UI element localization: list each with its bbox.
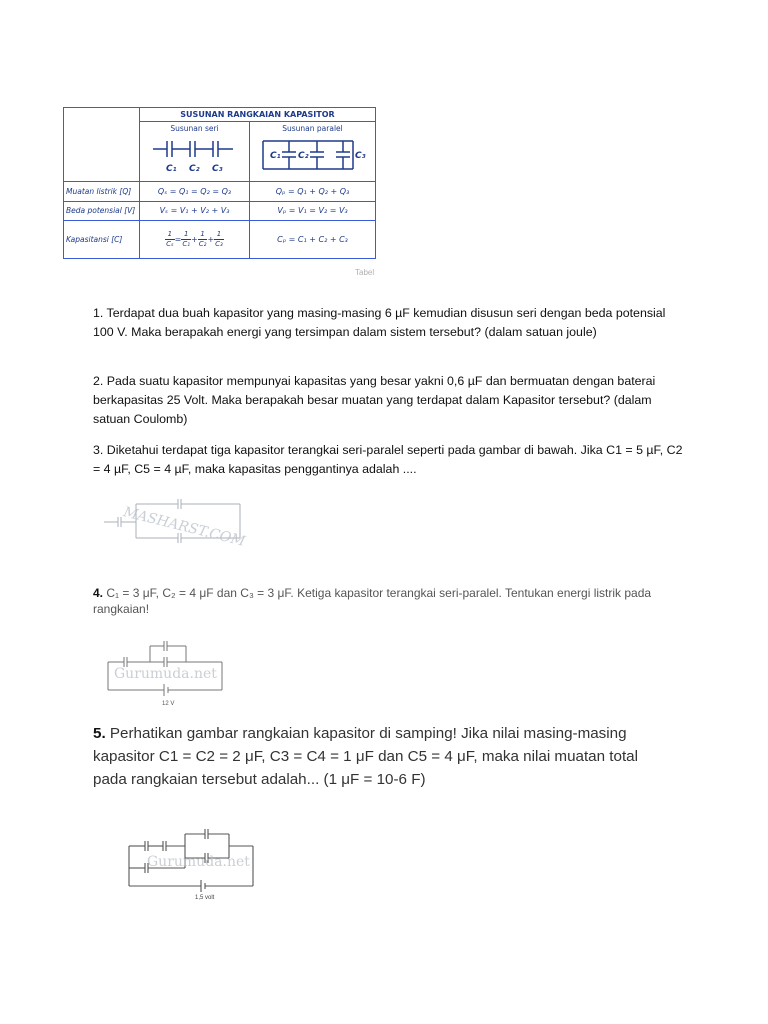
row-series-formula: Vₛ = V₁ + V₂ + V₃ (140, 201, 250, 220)
figure-3-watermark: MASHARST.COM (121, 504, 247, 550)
series-circuit-diagram (145, 133, 245, 177)
row-parallel-formula: Vₚ = V₁ = V₂ = V₃ (250, 201, 376, 220)
series-c3-label: C₃ (211, 164, 223, 175)
row-parallel-formula: Qₚ = Q₁ + Q₂ + Q₃ (250, 182, 376, 201)
table-title: SUSUNAN RANGKAIAN KAPASITOR (140, 108, 376, 122)
table-row (64, 220, 376, 258)
question-4-text: C₁ = 3 μF, C₂ = 4 μF dan C₃ = 3 μF. Ketiga kapasitor terangkai seri-paralel. Tentukan energi listrik pada rangkaian! (93, 586, 652, 616)
figure-4-watermark: Gurumuda.net (114, 666, 217, 682)
parallel-header-label: Susunan paralel (282, 124, 343, 134)
fraction: $\frac{1}{\text{C₂}}$ (198, 229, 207, 248)
question-3: 3. Diketahui terdapat tiga kapasitor terangkai seri-paralel seperti pada gambar di bawah. Jika C1 = 5 µF, C2 = 4 µF, C5 = 4 µF, maka kapasitas penggantinya adalah .... (93, 443, 683, 476)
parallel-circuit-diagram (255, 133, 371, 177)
row-series-formula: Qₛ = Q₁ = Q₂ = Q₃ (140, 182, 250, 201)
question-5 (93, 722, 653, 791)
question-5-text: Perhatikan gambar rangkaian kapasitor di samping! Jika nilai masing-masing kapasitor C1 = C2 = 2 μF, C3 = C4 = 1 μF dan C5 = 4 μF, maka nilai muatan total pada rangkaian tersebut adalah... (1 μF = 10-6 F) (93, 725, 639, 788)
table-corner (64, 108, 140, 182)
question-5-number: 5. (93, 725, 106, 742)
figure-5-watermark: Gurumuda.net (147, 854, 250, 870)
question-4-number: 4. (93, 586, 104, 600)
fraction: $\frac{1}{\text{C₃}}$ (215, 229, 223, 248)
series-header-label: Susunan seri (170, 124, 219, 134)
series-header (140, 122, 250, 182)
row-label: Muatan listrik [Q] (64, 182, 140, 201)
fraction: $\frac{1}{\text{Cₛ}}$ (166, 229, 174, 248)
row-series-capacitance: $\frac{1}{\text{Cₛ}}$ = $\frac{1}{\text{C₁}}$ + $\frac{1}{\text{C₂}}$ + $\frac{1}{\text{C₃}}$ (140, 220, 250, 258)
table-caption: Tabel (355, 268, 375, 277)
figure-5-circuit (125, 822, 261, 902)
row-parallel-formula: Cₚ = C₁ + C₂ + C₃ (250, 220, 376, 258)
figure-4-battery-label: 12 V (162, 701, 175, 707)
series-c2-label: C₂ (188, 164, 200, 175)
row-label: Kapasitansi [C] (64, 220, 140, 258)
parallel-c3-label: C₃ (354, 151, 366, 162)
figure-5-battery-label: 1,5 volt (195, 895, 215, 901)
table-row (64, 182, 376, 201)
figure-4-circuit (104, 632, 230, 708)
parallel-c1-label: C₁ (269, 151, 281, 162)
series-c1-label: C₁ (165, 164, 177, 175)
parallel-header (250, 122, 376, 182)
question-1: 1. Terdapat dua buah kapasitor yang masing-masing 6 µF kemudian disusun seri dengan beda potensial 100 V. Maka berapakah energi yang tersimpan dalam sistem tersebut? (dalam satuan joule) (93, 306, 666, 339)
parallel-c2-label: C₂ (297, 151, 309, 162)
row-label: Beda potensial [V] (64, 201, 140, 220)
fraction: $\frac{1}{\text{C₁}}$ (182, 229, 191, 248)
figure-3-circuit (100, 492, 260, 558)
question-4 (93, 585, 683, 617)
table-row (64, 201, 376, 220)
question-2: 2. Pada suatu kapasitor mempunyai kapasitas yang besar yakni 0,6 µF dan bermuatan dengan baterai berkapasitas 25 Volt. Maka berapakah besar muatan yang terdapat dalam Kapasitor tersebut? (dalam satuan Coulomb) (93, 374, 656, 426)
capacitor-table (63, 107, 375, 259)
